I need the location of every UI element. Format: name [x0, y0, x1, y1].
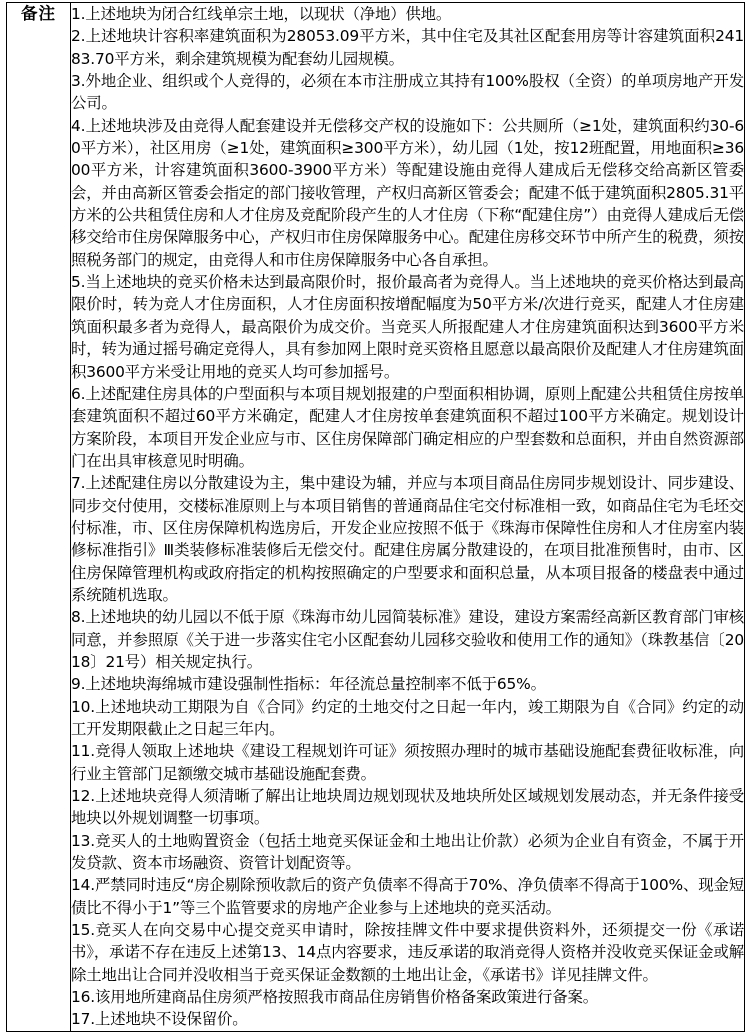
remark-item: 3.外地企业、组织或个人竞得的，必须在本市注册成立其持有100%股权（全资）的单项房地产开发公司。 — [71, 72, 744, 113]
remark-item: 13.竞买人的土地购置资金（包括土地竞买保证金和土地出让价款）必须为企业自有资金，不属于开发贷款、资本市场融资、资管计划配资等。 — [71, 831, 744, 873]
remark-item: 10.上述地块动工期限为自《合同》约定的土地交付之日起一年内，竣工期限为自《合同》约定的动工开发期限截止之日起三年内。 — [71, 697, 744, 738]
remark-item: 7.上述配建住房以分散建设为主，集中建设为辅，并应与本项目商品住房同步规划设计、同步建设、同步交付使用，交楼标准原则上与本项目销售的普通商品住宅交付标准相一致，如商品住宅为毛坯交付标准，市、区住房保障机构选房后，开发企业应按照不低于《珠海市保障性住房和人才住房室内装修标准指引》Ⅲ类装修标准装修后无偿交付。配建住房属分散建设的，在项目批准预售时，由市、区住房保障管理机构或政府指定的机构按照确定的户型要求和面积总量，从本项目报备的楼盘表中通过系统随机选取。 — [71, 474, 744, 604]
remark-item: 4.上述地块涉及由竞得人配套建设并无偿移交产权的设施如下：公共厕所（≥1处，建筑面积约30-60平方米），社区用房（≥1处，建筑面积≥300平方米），幼儿园（1处，按12班配置，用地面积≥3600平方米，计容建筑面积3600-3900平方米）等配建设施由竞得人建成后无偿移交给高新区管委会，并由高新区管委会指定的部门接收管理，产权归高新区管委会；配建不低于建筑面积2805.31平方米的公共租赁住房和人才住房及竞配阶段产生的人才住房（下称“配建住房”）由竞得人建成后无偿移交给市住房保障服务中心，产权归市住房保障服务中心。配建住房移交环节中所产生的税费，须按照税务部门的规定，由竞得人和市住房保障服务中心各自承担。 — [71, 116, 744, 269]
remarks-notes-list — [71, 3, 744, 1031]
remarks-table — [6, 2, 745, 1032]
remark-item: 17.上述地块不设保留价。 — [71, 1010, 248, 1029]
remark-item: 11.竞得人领取上述地块《建设工程规划许可证》须按照办理时的城市基础设施配套费征收标准，向行业主管部门足额缴交城市基础设施配套费。 — [71, 742, 744, 783]
remark-item: 12.上述地块竞得人须清晰了解出让地块周边规划现状及地块所处区域规划发展动态，并无条件接受地块以外规划调整一切事项。 — [71, 787, 744, 828]
remark-item: 5.当上述地块的竞买价格未达到最高限价时，报价最高者为竞得人。当上述地块的竞买价格达到最高限价时，转为竞人才住房面积，人才住房面积按增配幅度为50平方米/次进行竞买，配建人才住房建筑面积最多者为竞得人，最高限价为成交价。当竞买人所报配建人才住房建筑面积达到3600平方米时，转为通过摇号确定竞得人，具有参加网上限时竞买资格且愿意以最高限价及配建人才住房建筑面积3600平方米受让用地的竞买人均可参加摇号。 — [71, 273, 744, 381]
remark-item: 6.上述配建住房具体的户型面积与本项目规划报建的户型面积相协调，原则上配建公共租赁住房按单套建筑面积不超过60平方米确定，配建人才住房按单套建筑面积不超过100平方米确定。规划设计方案阶段，本项目开发企业应与市、区住房保障部门确定相应的户型套数和总面积，并由自然资源部门在出具审核意见时明确。 — [71, 384, 744, 470]
remark-item: 14.严禁同时违反“房企剔除预收款后的资产负债率不得高于70%、净负债率不得高于100%、现金短债比不得小于1”等三个监管要求的房地产企业参与上述地块的竞买活动。 — [71, 876, 744, 917]
table-row — [7, 3, 745, 1032]
table-body — [7, 3, 745, 1032]
remark-item: 1.上述地块为闭合红线单宗土地，以现状（净地）供地。 — [71, 5, 452, 23]
remarks-content-cell — [71, 3, 745, 1032]
remark-item: 8.上述地块的幼儿园以不低于原《珠海市幼儿园简装标准》建设，建设方案需经高新区教育部门审核同意，并参照原《关于进一步落实住宅小区配套幼儿园移交验收和使用工作的通知》（珠教基信〔2018〕21号）相关规定执行。 — [71, 608, 744, 671]
remark-item: 2.上述地块计容积率建筑面积为28053.09平方米，其中住宅及其社区配套用房等计容建筑面积24183.70平方米，剩余建筑规模为配套幼儿园规模。 — [71, 27, 744, 68]
remark-item: 9.上述地块海绵城市建设强制性指标：年径流总量控制率不低于65%。 — [71, 675, 546, 694]
row-label-remarks: 备注 — [7, 3, 71, 1032]
remark-item: 15.竞买人在向交易中心提交竞买申请时，除按挂牌文件中要求提供资料外，还须提交一份《承诺书》，承诺不存在违反上述第13、14点内容要求，违反承诺的取消竞得人资格并没收竞买保证金或解除土地出让合同并没收相当于竞买保证金数额的土地出让金，《承诺书》详见挂牌文件。 — [71, 921, 744, 984]
remark-item: 16.该用地所建商品住房须严格按照我市商品住房销售价格备案政策进行备案。 — [71, 988, 598, 1007]
